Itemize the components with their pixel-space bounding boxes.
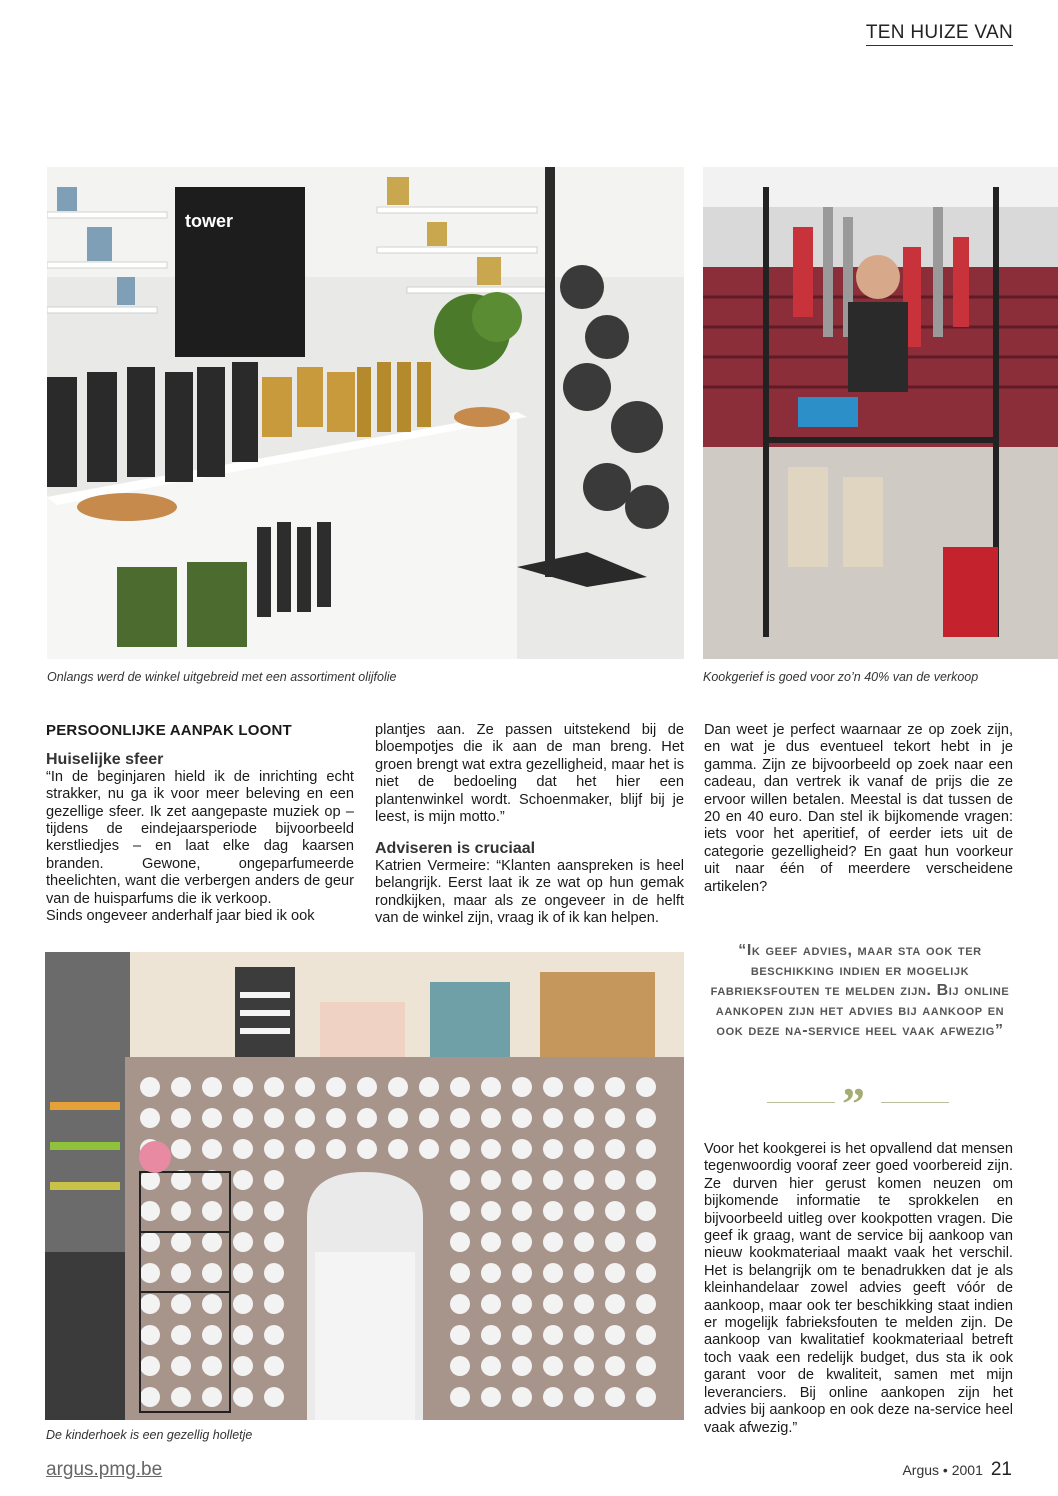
body-paragraph: Sinds ongeveer anderhalf jaar bied ik ook (46, 908, 315, 925)
shop-shelves-photo (47, 167, 684, 659)
article-heading: PERSOONLIJKE AANPAK LOONT (46, 722, 292, 739)
body-paragraph: Dan weet je perfect waarnaar ze op zoek zijn, en wat je dus eventueel tekort hebt in je gamma. Zijn ze bijvoorbeeld op zoek naar een cadeau, dan vertrek ik vanaf de prijs die ze ervoor willen betalen. Meestal is dat tussen de 20 en 40 euro. Dan stel ik bijkomende vragen: iets voor het aperitief, of eerder iets uit de categorie gezelligheid? En gaat hun voorkeur uit naar één of meerdere verscheidene artikelen? (704, 722, 1013, 895)
quote-divider-left (767, 1102, 835, 1103)
body-paragraph: “In de beginjaren hield ik de inrichting echt strakker, nu ga ik voor meer beleving en een gezellige sfeer. Ik zet aangepaste muziek op – tijdens de eindejaarsperiode bijvoorbeeld kerstliedjes – en laat elke dag kaarsen branden. Gewone, ongeparfumeerde theelichten, want die verbergen anders de geur van de huisparfums die ik verkoop. (46, 768, 354, 907)
quote-divider-right (881, 1102, 949, 1103)
article-column-2 (375, 722, 684, 927)
subheading-adviseren: Adviseren is cruciaal (375, 840, 536, 858)
section-label: TEN HUIZE VAN (866, 22, 1013, 46)
svg-text:tower: tower (185, 211, 234, 231)
article-column-1 (46, 722, 354, 925)
kids-corner-photo (45, 952, 684, 1420)
kids-corner-caption: De kinderhoek is een gezellig holletje (46, 1428, 253, 1442)
kitchen-rack-caption: Kookgerief is goed voor zo’n 40% van de verkoop (703, 670, 979, 684)
body-paragraph: Voor het kookgerei is het opvallend dat mensen tegenwoordig vooraf zeer goed voorbereid zijn. Ze durven hier gerust komen neuzen om bijkomende informatie te sprokkelen en bijvoorbeeld uitleg over kookpotten vragen. Die geef ik graag, want de service bij aankoop van nieuw kookmateriaal maakt vaak het verschil. Het is belangrijk om te benadrukken dat je als kleinhandelaar zowel advies geeft vóór de aankoop, maar ook ter beschikking staat indien er mogelijk fabrieksfouten te melden zijn. De aankoop van kwalitatief kookmateriaal betreft toch vaak een redelijk budget, dus sta ik ook garant voor de kwaliteit, samen met mijn leveranciers. Bij online aankopen zijn het advies bij aankoop en ook deze na-service heel vaak afwezig.” (704, 1141, 1013, 1436)
subheading-huiselijke-sfeer: Huiselijke sfeer (46, 751, 164, 769)
shop-shelves-caption: Onlangs werd de winkel uitgebreid met een assortiment olijfolie (47, 670, 397, 684)
body-paragraph: Katrien Vermeire: “Klanten aanspreken is heel belangrijk. Eerst laat ik ze wat op hun gemak rondkijken, maar als ze ongeveer in de helft van de winkel zijn, vraag ik of ik kan helpen. (375, 857, 684, 927)
pull-quote: “Ik geef advies, maar sta ook ter beschikking indien er mogelijk fabrieksfouten te melden zijn. Bij online aankopen zijn het advies bij aankoop en ook deze na-service heel vaak afwezig” (710, 942, 1010, 1039)
page-number: 21 (990, 1459, 1012, 1480)
kitchen-rack-photo (703, 167, 1058, 659)
footer-issue (902, 1459, 1012, 1481)
body-paragraph: plantjes aan. Ze passen uitstekend bij de bloempotjes die ik aan de man breng. Het groen brengt wat extra gezelligheid, maar het is niet de bedoeling dat het hier een plantenwinkel wordt. Schoenmaker, blijf bij je leest, is mijn motto.” (375, 722, 684, 826)
issue-label: Argus • 2001 (902, 1462, 983, 1478)
article-column-3-bottom (704, 1141, 1013, 1437)
article-column-3 (704, 722, 1013, 896)
quote-mark-icon: ” (842, 1078, 865, 1129)
footer-url-link[interactable]: argus.pmg.be (46, 1459, 163, 1480)
